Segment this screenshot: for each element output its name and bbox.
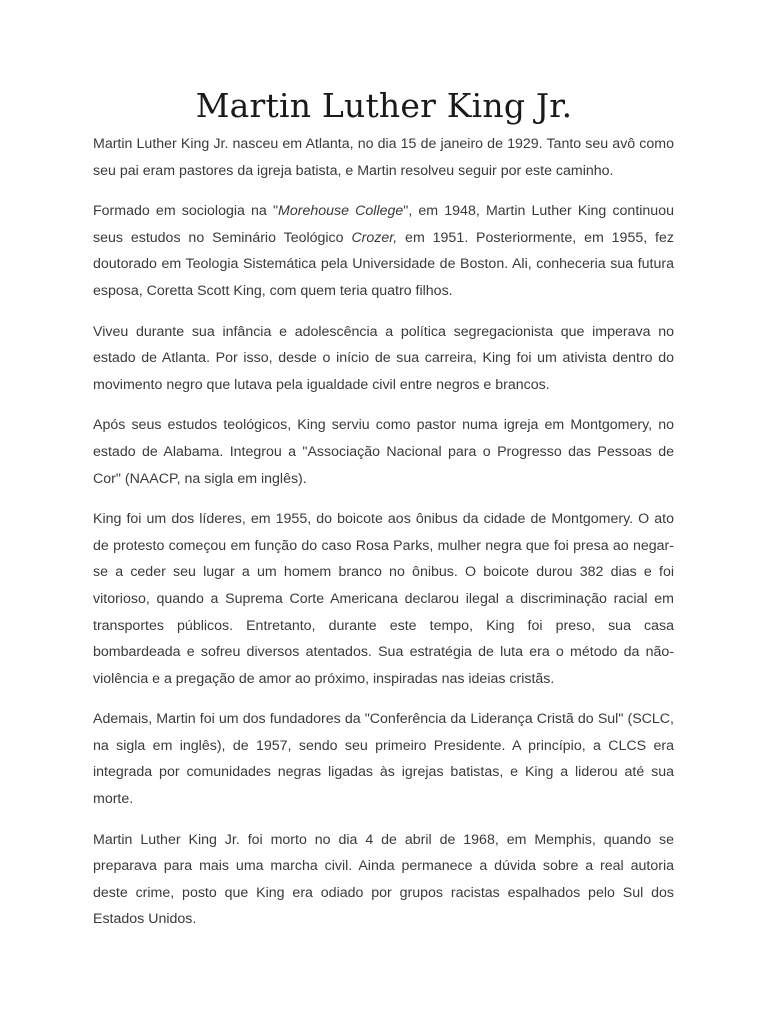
document-title: Martin Luther King Jr. xyxy=(195,86,573,125)
text-run: Martin Luther King Jr. foi morto no dia 4 de abril de 1968, em Memphis, quando se preparava para mais uma marcha civil. Ainda permanece a dúvida sobre a real autoria deste crime, posto que King era odiado por grupos racistas espalhados pelo Sul dos Estados Unidos. xyxy=(93,831,674,928)
paragraph xyxy=(93,198,674,304)
text-run: Martin Luther King Jr. nasceu em Atlanta, no dia 15 de janeiro de 1929. Tanto seu avô como seu pai eram pastores da igreja batista, e Martin resolveu seguir por este caminho. xyxy=(93,136,674,179)
paragraph xyxy=(93,131,674,184)
italic-text-run: Morehouse College xyxy=(278,203,404,220)
paragraph xyxy=(93,412,674,492)
text-run: Ademais, Martin foi um dos fundadores da "Conferência da Liderança Cristã do Sul" (SCLC, na sigla em inglês), de 1957, sendo seu primeiro Presidente. A princípio, a CLCS era integrada por comunidades negras ligadas às igrejas batistas, e King a liderou até sua morte. xyxy=(93,711,674,808)
paragraph xyxy=(93,319,674,399)
paragraph xyxy=(93,506,674,692)
text-run: ", em 1948, Martin Luther King continuou seus estudos no Seminário Teológico xyxy=(93,203,674,246)
paragraph xyxy=(93,827,674,933)
document-body xyxy=(93,131,674,947)
text-run: Viveu durante sua infância e adolescência a política segregacionista que imperava no estado de Atlanta. Por isso, desde o início de sua carreira, King foi um ativista dentro do movimento negro que lutava pela igualdade civil entre negros e brancos. xyxy=(93,323,674,393)
paragraph xyxy=(93,706,674,812)
text-run: Formado em sociologia na " xyxy=(93,203,279,220)
italic-text-run: Crozer, xyxy=(351,229,398,246)
text-run: Após seus estudos teológicos, King serviu como pastor numa igreja em Montgomery, no estado de Alabama. Integrou a "Associação Nacional para o Progresso das Pessoas de Cor" (NAACP, na sigla em inglês). xyxy=(93,417,674,487)
text-run: em 1951. Posteriormente, em 1955, fez doutorado em Teologia Sistemática pela Universidade de Boston. Ali, conheceria sua futura esposa, Coretta Scott King, com quem teria quatro filhos. xyxy=(93,229,674,299)
text-run: King foi um dos líderes, em 1955, do boicote aos ônibus da cidade de Montgomery. O ato de protesto começou em função do caso Rosa Parks, mulher negra que foi presa ao negar-se a ceder seu lugar a um homem branco no ônibus. O boicote durou 382 dias e foi vitorioso, quando a Suprema Corte Americana declarou ilegal a discriminação racial em transportes públicos. Entretanto, durante este tempo, King foi preso, sua casa bombardeada e sofreu diversos atentados. Sua estratégia de luta era o método da não-violência e a pregação de amor ao próximo, inspiradas nas ideias cristãs. xyxy=(93,511,674,687)
